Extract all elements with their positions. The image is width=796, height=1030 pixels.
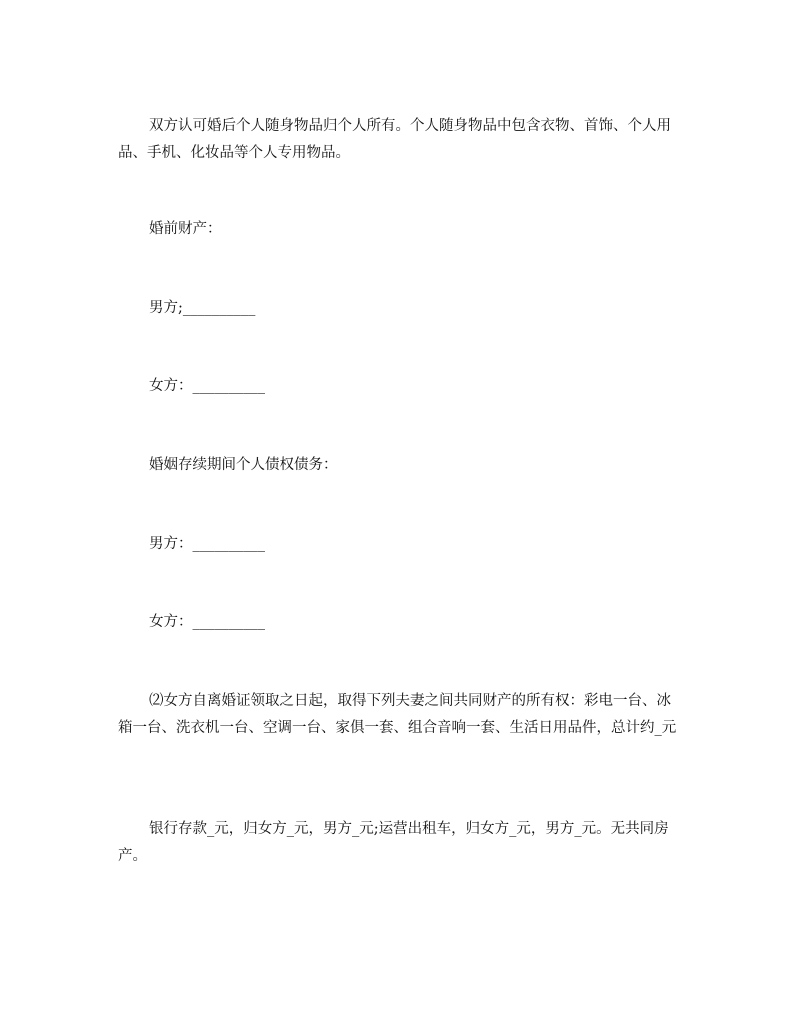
debt-male-line: 男方：__________ xyxy=(149,536,265,552)
heading-marital-debts: 婚姻存续期间个人债权债务： xyxy=(149,457,338,473)
paragraph-bank-deposits: 银行存款_元，归女方_元，男方_元;运营出租车，归女方_元，男方_元。无共同房产。 xyxy=(118,821,669,864)
paragraph-personal-items: 双方认可婚后个人随身物品归个人所有。个人随身物品中包含衣物、首饰、个人用品、手机、化妆品等个人专用物品。 xyxy=(118,118,671,161)
prenuptial-male-line: 男方;__________ xyxy=(149,300,256,316)
heading-prenuptial-property: 婚前财产： xyxy=(149,221,222,237)
prenuptial-female-line: 女方：__________ xyxy=(149,378,265,394)
debt-female-line: 女方：__________ xyxy=(149,614,265,630)
paragraph-joint-property: ⑵女方自离婚证领取之日起，取得下列夫妻之间共同财产的所有权：彩电一台、冰箱一台、洗衣机一台、空调一台、家俱一套、组合音响一套、生活日用品件，总计约_元 xyxy=(118,693,677,736)
